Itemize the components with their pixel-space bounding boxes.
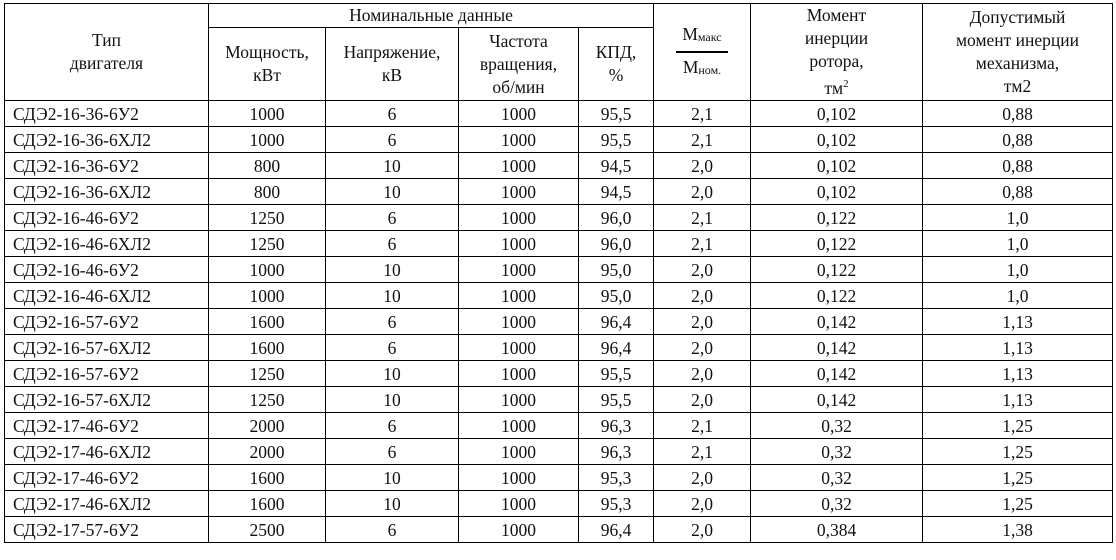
cell-rotor-inertia: 0,122: [751, 231, 923, 257]
cell-type: СДЭ2-17-46-6У2: [5, 465, 209, 491]
cell-type: СДЭ2-16-57-6У2: [5, 309, 209, 335]
cell-rotor-inertia: 0,102: [751, 101, 923, 127]
table-row: [5, 205, 1113, 231]
cell-mechanism-inertia: 1,25: [923, 465, 1113, 491]
cell-mechanism-inertia: 1,38: [923, 517, 1113, 543]
cell-voltage: 10: [326, 387, 459, 413]
cell-speed: 1000: [459, 387, 579, 413]
cell-speed: 1000: [459, 205, 579, 231]
header-efficiency: [579, 28, 654, 101]
table-row: [5, 153, 1113, 179]
cell-speed: 1000: [459, 517, 579, 543]
cell-speed: 1000: [459, 153, 579, 179]
table-row: [5, 283, 1113, 309]
cell-power: 800: [209, 179, 326, 205]
cell-power: 1600: [209, 309, 326, 335]
cell-efficiency: 95,5: [579, 127, 654, 153]
table-row: [5, 179, 1113, 205]
cell-mechanism-inertia: 1,25: [923, 413, 1113, 439]
cell-efficiency: 95,0: [579, 257, 654, 283]
cell-rotor-inertia: 0,32: [751, 413, 923, 439]
cell-voltage: 6: [326, 205, 459, 231]
cell-speed: 1000: [459, 309, 579, 335]
cell-voltage: 10: [326, 491, 459, 517]
cell-type: СДЭ2-16-46-6ХЛ2: [5, 231, 209, 257]
cell-type: СДЭ2-17-46-6ХЛ2: [5, 439, 209, 465]
table-row: [5, 257, 1113, 283]
cell-rotor-inertia: 0,384: [751, 517, 923, 543]
cell-rotor-inertia: 0,122: [751, 205, 923, 231]
cell-power: 1000: [209, 283, 326, 309]
cell-type: СДЭ2-16-46-6У2: [5, 257, 209, 283]
cell-efficiency: 95,3: [579, 491, 654, 517]
table-row: [5, 517, 1113, 543]
table-body: [5, 101, 1113, 543]
fraction-bar: [676, 51, 727, 53]
cell-mechanism-inertia: 0,88: [923, 153, 1113, 179]
motor-spec-table: [4, 3, 1113, 543]
cell-torque-ratio: 2,0: [654, 517, 751, 543]
header-power-text: Мощность, кВт: [225, 42, 309, 85]
torque-ratio-fraction: [676, 23, 727, 81]
header-voltage-text: Напряжение, кВ: [343, 42, 441, 85]
table-row: [5, 491, 1113, 517]
header-torque-ratio: [654, 4, 751, 101]
cell-speed: 1000: [459, 283, 579, 309]
header-motor-type-text: Тип двигателя: [69, 30, 144, 73]
cell-speed: 1000: [459, 335, 579, 361]
cell-mechanism-inertia: 1,13: [923, 309, 1113, 335]
ratio-num-sub: макс: [697, 30, 722, 44]
cell-rotor-inertia: 0,122: [751, 257, 923, 283]
cell-rotor-inertia: 0,32: [751, 491, 923, 517]
cell-power: 1250: [209, 205, 326, 231]
cell-rotor-inertia: 0,102: [751, 127, 923, 153]
cell-efficiency: 96,0: [579, 205, 654, 231]
ratio-num-base: М: [682, 24, 698, 44]
cell-type: СДЭ2-17-46-6У2: [5, 413, 209, 439]
cell-type: СДЭ2-16-57-6ХЛ2: [5, 387, 209, 413]
cell-efficiency: 96,0: [579, 231, 654, 257]
cell-efficiency: 96,4: [579, 517, 654, 543]
cell-torque-ratio: 2,0: [654, 387, 751, 413]
table-row: [5, 361, 1113, 387]
cell-mechanism-inertia: 1,13: [923, 387, 1113, 413]
cell-voltage: 10: [326, 257, 459, 283]
header-nominal-group: Номинальные данные: [209, 4, 654, 28]
cell-voltage: 10: [326, 153, 459, 179]
cell-power: 2000: [209, 413, 326, 439]
cell-efficiency: 96,4: [579, 309, 654, 335]
cell-rotor-inertia: 0,102: [751, 179, 923, 205]
header-rotor-inertia-text: Момент инерции ротора, тм: [804, 5, 869, 98]
cell-type: СДЭ2-17-57-6У2: [5, 517, 209, 543]
table-row: [5, 101, 1113, 127]
cell-mechanism-inertia: 1,0: [923, 283, 1113, 309]
cell-efficiency: 95,3: [579, 465, 654, 491]
cell-power: 1250: [209, 361, 326, 387]
table-row: [5, 231, 1113, 257]
cell-mechanism-inertia: 0,88: [923, 101, 1113, 127]
cell-rotor-inertia: 0,102: [751, 153, 923, 179]
cell-torque-ratio: 2,0: [654, 257, 751, 283]
cell-voltage: 6: [326, 231, 459, 257]
cell-torque-ratio: 2,1: [654, 127, 751, 153]
cell-torque-ratio: 2,0: [654, 335, 751, 361]
cell-efficiency: 95,0: [579, 283, 654, 309]
cell-power: 1000: [209, 101, 326, 127]
cell-voltage: 6: [326, 309, 459, 335]
cell-speed: 1000: [459, 179, 579, 205]
header-motor-type: [5, 4, 209, 101]
cell-mechanism-inertia: 1,13: [923, 335, 1113, 361]
cell-mechanism-inertia: 1,0: [923, 205, 1113, 231]
cell-torque-ratio: 2,0: [654, 465, 751, 491]
cell-type: СДЭ2-16-46-6ХЛ2: [5, 283, 209, 309]
cell-mechanism-inertia: 1,25: [923, 491, 1113, 517]
header-rotor-inertia-sup: 2: [843, 78, 849, 90]
cell-efficiency: 94,5: [579, 153, 654, 179]
cell-efficiency: 94,5: [579, 179, 654, 205]
cell-speed: 1000: [459, 413, 579, 439]
table-row: [5, 413, 1113, 439]
cell-voltage: 10: [326, 465, 459, 491]
cell-speed: 1000: [459, 127, 579, 153]
cell-voltage: 6: [326, 517, 459, 543]
table-row: [5, 387, 1113, 413]
cell-power: 1600: [209, 335, 326, 361]
table-row: [5, 309, 1113, 335]
cell-torque-ratio: 2,0: [654, 361, 751, 387]
header-mechanism-inertia: [923, 4, 1113, 101]
cell-rotor-inertia: 0,142: [751, 309, 923, 335]
cell-efficiency: 96,3: [579, 413, 654, 439]
cell-speed: 1000: [459, 439, 579, 465]
table-row: [5, 335, 1113, 361]
cell-rotor-inertia: 0,142: [751, 335, 923, 361]
cell-torque-ratio: 2,0: [654, 309, 751, 335]
ratio-den-sub: ном.: [698, 63, 722, 77]
cell-voltage: 6: [326, 413, 459, 439]
cell-torque-ratio: 2,0: [654, 179, 751, 205]
header-rotor-inertia: [751, 4, 923, 101]
cell-voltage: 6: [326, 101, 459, 127]
cell-mechanism-inertia: 0,88: [923, 179, 1113, 205]
cell-voltage: 10: [326, 283, 459, 309]
cell-efficiency: 95,5: [579, 387, 654, 413]
cell-type: СДЭ2-16-57-6У2: [5, 361, 209, 387]
cell-type: СДЭ2-16-36-6ХЛ2: [5, 127, 209, 153]
header-mechanism-inertia-text: Допустимый момент инерции механизма, тм2: [955, 7, 1080, 96]
cell-efficiency: 96,3: [579, 439, 654, 465]
cell-efficiency: 95,5: [579, 361, 654, 387]
cell-power: 1600: [209, 491, 326, 517]
torque-ratio-numerator: [676, 23, 727, 48]
header-power: [209, 28, 326, 101]
cell-torque-ratio: 2,1: [654, 101, 751, 127]
cell-torque-ratio: 2,0: [654, 283, 751, 309]
header-voltage: [326, 28, 459, 101]
cell-voltage: 10: [326, 361, 459, 387]
cell-voltage: 6: [326, 127, 459, 153]
cell-power: 1000: [209, 127, 326, 153]
cell-torque-ratio: 2,1: [654, 205, 751, 231]
cell-power: 800: [209, 153, 326, 179]
cell-mechanism-inertia: 1,13: [923, 361, 1113, 387]
header-speed: [459, 28, 579, 101]
cell-rotor-inertia: 0,122: [751, 283, 923, 309]
header-efficiency-text: КПД, %: [595, 42, 637, 85]
cell-type: СДЭ2-16-46-6У2: [5, 205, 209, 231]
table-row: [5, 439, 1113, 465]
cell-rotor-inertia: 0,32: [751, 439, 923, 465]
cell-voltage: 6: [326, 335, 459, 361]
cell-torque-ratio: 2,0: [654, 491, 751, 517]
cell-type: СДЭ2-16-36-6ХЛ2: [5, 179, 209, 205]
cell-efficiency: 96,4: [579, 335, 654, 361]
cell-torque-ratio: 2,1: [654, 231, 751, 257]
table-row: [5, 127, 1113, 153]
cell-rotor-inertia: 0,142: [751, 361, 923, 387]
cell-speed: 1000: [459, 257, 579, 283]
torque-ratio-denominator: [676, 56, 727, 81]
cell-power: 1250: [209, 231, 326, 257]
cell-rotor-inertia: 0,142: [751, 387, 923, 413]
cell-type: СДЭ2-16-36-6У2: [5, 153, 209, 179]
cell-power: 2500: [209, 517, 326, 543]
cell-voltage: 6: [326, 439, 459, 465]
cell-speed: 1000: [459, 361, 579, 387]
cell-mechanism-inertia: 1,0: [923, 231, 1113, 257]
cell-power: 1600: [209, 465, 326, 491]
ratio-den-base: М: [682, 57, 699, 77]
cell-speed: 1000: [459, 101, 579, 127]
cell-torque-ratio: 2,1: [654, 413, 751, 439]
cell-power: 1250: [209, 387, 326, 413]
cell-mechanism-inertia: 0,88: [923, 127, 1113, 153]
cell-torque-ratio: 2,0: [654, 153, 751, 179]
table-row: [5, 465, 1113, 491]
cell-power: 2000: [209, 439, 326, 465]
cell-type: СДЭ2-16-57-6ХЛ2: [5, 335, 209, 361]
cell-speed: 1000: [459, 231, 579, 257]
cell-speed: 1000: [459, 465, 579, 491]
cell-speed: 1000: [459, 491, 579, 517]
cell-mechanism-inertia: 1,0: [923, 257, 1113, 283]
cell-efficiency: 95,5: [579, 101, 654, 127]
cell-power: 1000: [209, 257, 326, 283]
cell-torque-ratio: 2,1: [654, 439, 751, 465]
cell-voltage: 10: [326, 179, 459, 205]
header-speed-text: Частота вращения, об/мин: [479, 30, 558, 97]
cell-type: СДЭ2-17-46-6ХЛ2: [5, 491, 209, 517]
cell-rotor-inertia: 0,32: [751, 465, 923, 491]
cell-mechanism-inertia: 1,25: [923, 439, 1113, 465]
cell-type: СДЭ2-16-36-6У2: [5, 101, 209, 127]
